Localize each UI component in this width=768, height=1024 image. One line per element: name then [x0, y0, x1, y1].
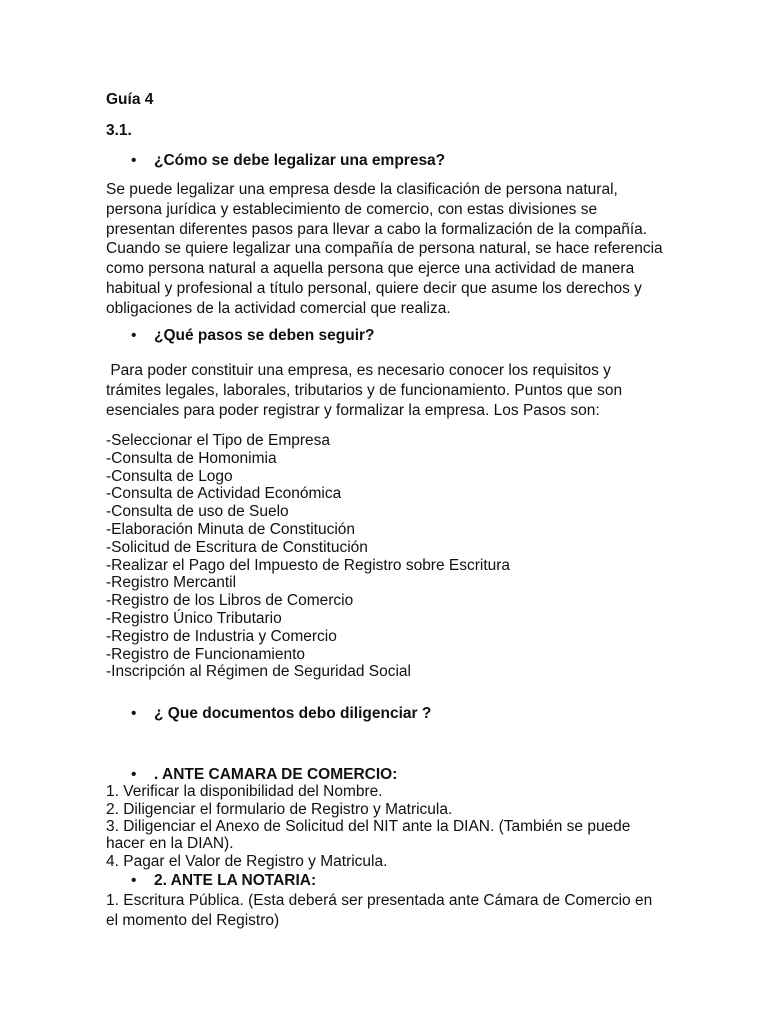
list-item: 1. Escritura Pública. (Esta deberá ser presentada ante Cámara de Comercio en el momento del Registro) [106, 892, 653, 929]
document-title: Guía 4 [106, 91, 154, 108]
bullet-icon: • [131, 766, 137, 783]
list-item: -Solicitud de Escritura de Constitución [106, 538, 368, 556]
question-pasos-text: ¿Qué pasos se deben seguir? [154, 327, 375, 344]
bullet-icon: • [131, 152, 137, 169]
list-item: -Elaboración Minuta de Constitución [106, 520, 355, 538]
list-item: -Consulta de Actividad Económica [106, 485, 342, 503]
camara-items-list [106, 783, 666, 870]
notaria-items-list [106, 891, 666, 930]
list-item: 2. Diligenciar el formulario de Registro y Matricula. [106, 800, 453, 818]
paragraph-legalizar: Se puede legalizar una empresa desde la clasificación de persona natural, persona jurídica y establecimiento de comercio, con estas divisiones se presentan diferentes pasos para llevar a cabo la formalización de la compañía. Cuando se quiere legalizar una compañía de persona natural, se hace referencia como persona natural a aquella persona que ejerce una actividad de manera habitual y profesional a título personal, quiere decir que asume los derechos y obligaciones de la actividad comercial que realiza. [106, 181, 663, 317]
list-item: -Consulta de Logo [106, 467, 233, 485]
paragraph-pasos: Para poder constituir una empresa, es necesario conocer los requisitos y trámites legales, laborales, tributarios y de funcionamiento. Puntos que son esenciales para poder registrar y formalizar la empresa. Los Pasos son: [106, 362, 627, 419]
question-legalizar-text: ¿Cómo se debe legalizar una empresa? [154, 152, 446, 169]
list-item: -Registro de los Libros de Comercio [106, 592, 354, 610]
bullet-icon: • [131, 327, 137, 344]
list-item: -Registro de Funcionamiento [106, 645, 306, 663]
steps-list [106, 432, 510, 681]
heading-notaria-text: 2. ANTE LA NOTARIA: [154, 872, 317, 889]
list-item: -Consulta de Homonimia [106, 449, 277, 467]
list-item: -Registro Único Tributario [106, 609, 282, 627]
list-item: 3. Diligenciar el Anexo de Solicitud del NIT ante la DIAN. (También se puede hacer en la DIAN). [106, 818, 631, 853]
list-item: -Registro de Industria y Comercio [106, 627, 337, 645]
list-item: -Consulta de uso de Suelo [106, 503, 289, 521]
bullet-icon: • [131, 705, 137, 722]
section-number: 3.1. [106, 122, 132, 139]
list-item: -Inscripción al Régimen de Seguridad Social [106, 663, 411, 681]
list-item: -Realizar el Pago del Impuesto de Registro sobre Escritura [106, 556, 511, 574]
question-documentos-text: ¿ Que documentos debo diligenciar ? [154, 705, 432, 722]
list-item: -Registro Mercantil [106, 574, 237, 592]
bullet-icon: • [131, 872, 137, 889]
list-item: 4. Pagar el Valor de Registro y Matricula. [106, 852, 388, 870]
list-item: 1. Verificar la disponibilidad del Nombre. [106, 783, 383, 800]
list-item: -Seleccionar el Tipo de Empresa [106, 432, 331, 449]
heading-camara-comercio-text: . ANTE CAMARA DE COMERCIO: [154, 766, 398, 783]
